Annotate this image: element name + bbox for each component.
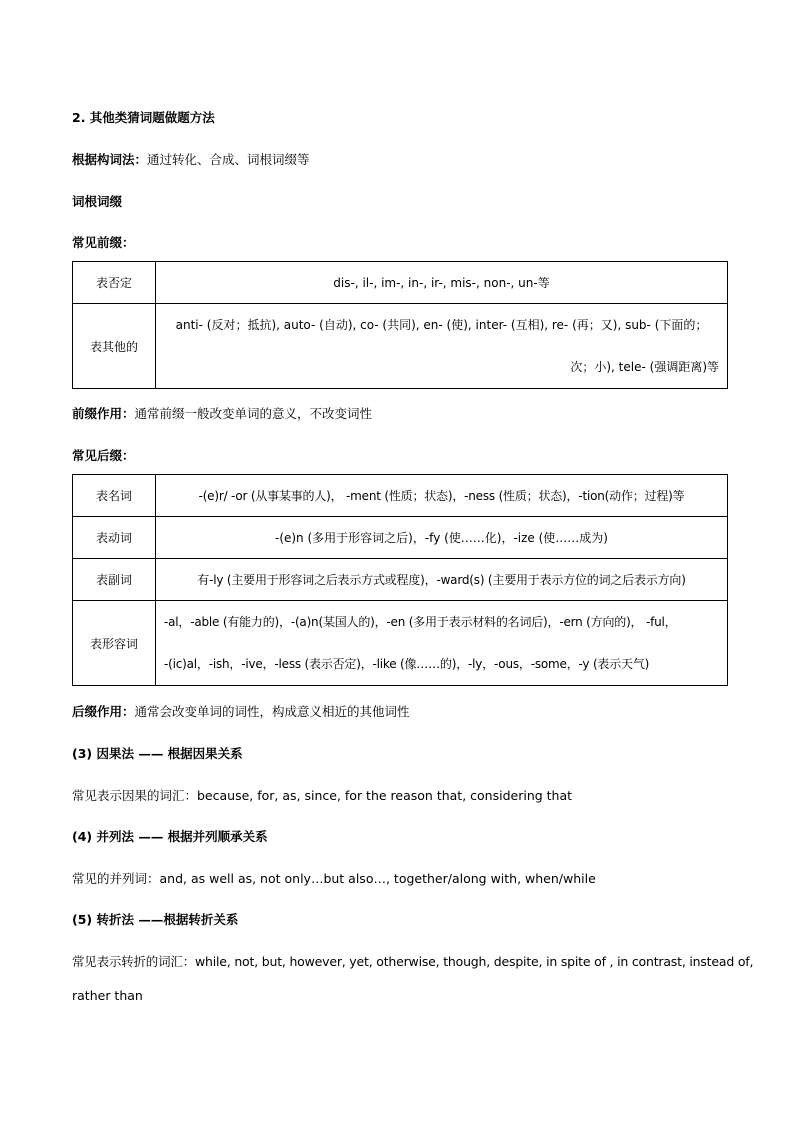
- table-row: [73, 475, 728, 517]
- suffix-content-adjective-line1: -al，-able (有能力的)，-(a)n(某国人的)，-en (多用于表示材料的名词后)，-ern (方向的)， -ful，: [164, 615, 677, 629]
- prefix-function-label: 前缀作用：: [72, 406, 135, 421]
- parallel-heading: (4) 并列法 —— 根据并列顺承关系: [72, 829, 268, 844]
- prefix-label-other: 表其他的: [73, 304, 156, 389]
- suffix-table: [72, 474, 728, 686]
- prefix-table: [72, 261, 728, 389]
- prefix-content-other: [156, 304, 728, 389]
- cause-effect-heading: (3) 因果法 —— 根据因果关系: [72, 746, 243, 761]
- prefix-heading: 常见前缀：: [72, 235, 135, 250]
- section-heading: 2. 其他类猜词题做题方法: [72, 110, 215, 125]
- roots-affixes-heading: 词根词缀: [72, 194, 123, 209]
- suffix-content-noun: -(e)r/ -or (从事某事的人)， -ment (性质；状态)，-ness (性质；状态)，-tion(动作；过程)等: [156, 475, 728, 517]
- table-row: [73, 601, 728, 686]
- word-formation-text: 通过转化、合成、词根词缀等: [147, 152, 310, 167]
- table-row: [73, 559, 728, 601]
- cause-effect-text: 常见表示因果的词汇：because, for, as, since, for the reason that, considering that: [72, 788, 573, 803]
- table-row: [73, 262, 728, 304]
- suffix-content-adverb: 有-ly (主要用于形容词之后表示方式或程度)，-ward(s) (主要用于表示方位的词之后表示方向): [156, 559, 728, 601]
- prefix-content-other-line2: 次；小), tele- (强调距离)等: [570, 360, 719, 374]
- suffix-label-adverb: 表副词: [73, 559, 156, 601]
- prefix-label-negative: 表否定: [73, 262, 156, 304]
- suffix-content-verb: -(e)n (多用于形容词之后)，-fy (使……化)，-ize (使……成为): [156, 517, 728, 559]
- contrast-heading: (5) 转折法 ——根据转折关系: [72, 912, 239, 927]
- table-row: [73, 517, 728, 559]
- suffix-content-adjective-line2: -(ic)al，-ish，-ive，-less (表示否定)，-like (像……的)，-ly，-ous，-some，-y (表示天气): [164, 657, 650, 671]
- suffix-label-verb: 表动词: [73, 517, 156, 559]
- suffix-label-noun: 表名词: [73, 475, 156, 517]
- prefix-content-negative: dis-, il-, im-, in-, ir-, mis-, non-, un-等: [156, 262, 728, 304]
- table-row: [73, 304, 728, 389]
- parallel-text: 常见的并列词：and, as well as, not only…but also…, together/along with, when/while: [72, 871, 596, 886]
- contrast-text-line1: 常见表示转折的词汇：while, not, but, however, yet, otherwise, though, despite, in spite of , in contrast, instead of,: [72, 954, 754, 969]
- contrast-text-line2: rather than: [72, 988, 143, 1003]
- prefix-function-line: [72, 404, 372, 422]
- word-formation-label: 根据构词法：: [72, 152, 148, 167]
- word-formation-line: [72, 150, 310, 168]
- suffix-function-line: [72, 702, 410, 720]
- suffix-heading: 常见后缀：: [72, 448, 135, 463]
- suffix-label-adjective: 表形容词: [73, 601, 156, 686]
- suffix-function-text: 通常会改变单词的词性，构成意义相近的其他词性: [134, 704, 410, 719]
- suffix-content-adjective: [156, 601, 728, 686]
- suffix-function-label: 后缀作用：: [72, 704, 135, 719]
- prefix-content-other-line1: anti- (反对；抵抗), auto- (自动), co- (共同), en- (使), inter- (互相), re- (再；又), sub- (下面的；: [175, 318, 708, 332]
- prefix-function-text: 通常前缀一般改变单词的意义，不改变词性: [134, 406, 373, 421]
